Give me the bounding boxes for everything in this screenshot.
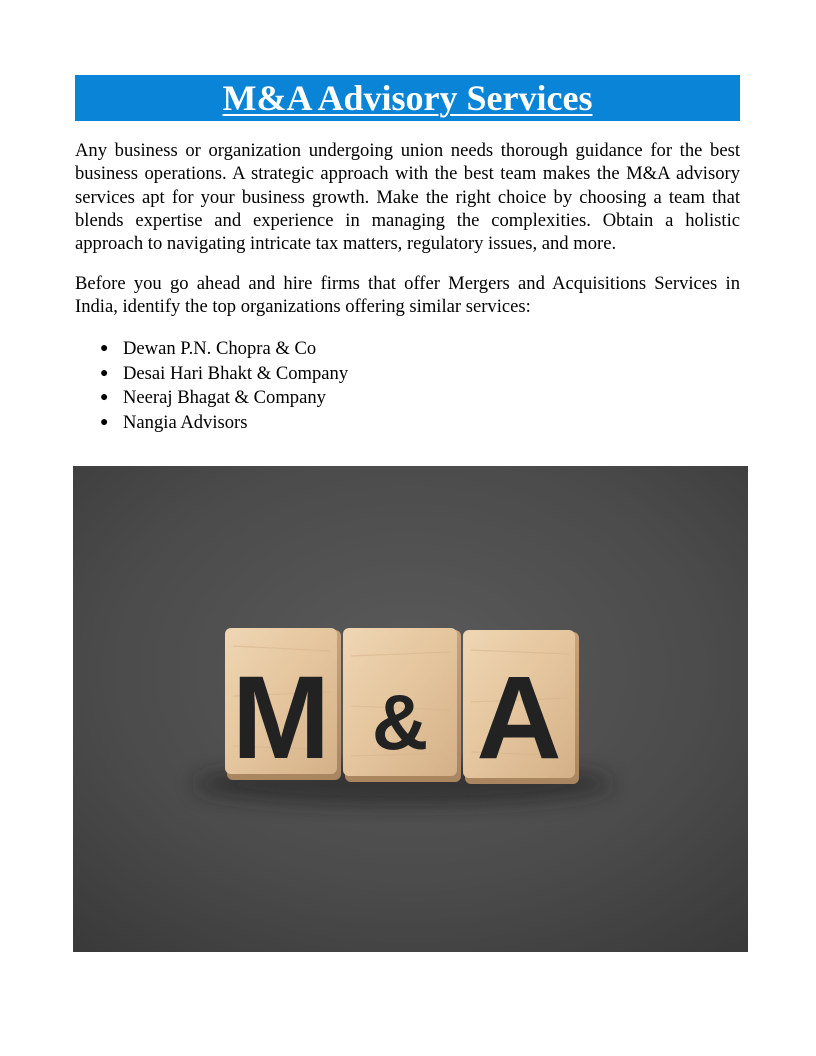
intro-paragraph: Any business or organization undergoing union needs thorough guidance for the best business operations. A strategic approach with the best team makes the M&A advisory services apt for your business growth. Make the right choice by choosing a team that blends expertise and experience in managing the complexities. Obtain a holistic approach to navigating intricate tax matters, regulatory issues, and more. [75, 140, 740, 255]
list-item [75, 411, 740, 436]
tile-letter-m: M [231, 652, 331, 784]
tile-m [225, 628, 341, 784]
firm-name: Dewan P.N. Chopra & Co [123, 338, 317, 359]
bullet-icon: ● [100, 365, 109, 381]
tile-letter-ampersand: & [371, 678, 429, 766]
tile-letter-a: A [476, 652, 562, 784]
firms-intro-paragraph: Before you go ahead and hire firms that offer Mergers and Acquisitions Services in India, identify the top organizations offering similar services: [75, 273, 740, 318]
tile-ampersand [343, 628, 461, 782]
bullet-icon: ● [100, 341, 109, 356]
title-banner [75, 75, 740, 121]
list-item [75, 386, 740, 411]
firm-list [75, 337, 740, 435]
tile-a [463, 630, 579, 784]
list-item [75, 362, 740, 387]
page-title: M&A Advisory Services [222, 78, 593, 118]
bullet-icon: ● [100, 414, 109, 430]
firm-name: Neeraj Bhagat & Company [123, 387, 326, 408]
list-item [75, 337, 740, 362]
wooden-blocks-photo [73, 466, 748, 952]
firm-name: Nangia Advisors [123, 411, 248, 433]
firm-name: Desai Hari Bhakt & Company [123, 362, 349, 384]
bullet-icon: ● [100, 390, 109, 405]
